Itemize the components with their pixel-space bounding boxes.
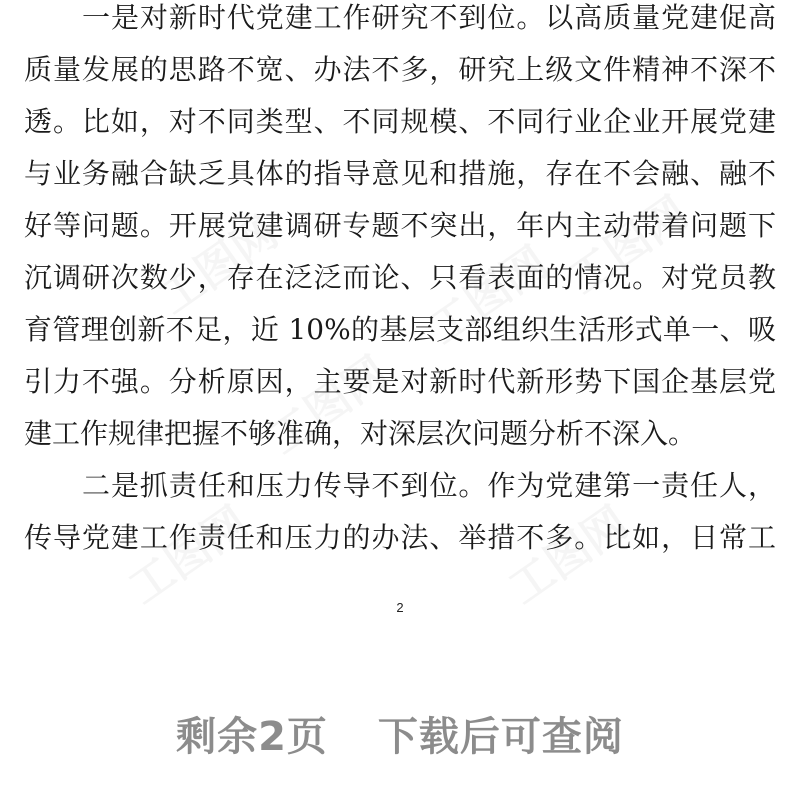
remaining-pages-text: 剩余2页 — [176, 714, 328, 760]
document-body — [24, 0, 776, 564]
paragraph-line: 传导党建工作责任和压力的办法、举措不多。比如，日常工 — [24, 521, 776, 554]
preview-limit-banner — [0, 705, 800, 762]
paragraph-line: 育管理创新不足，近 10%的基层支部组织生活形式单一、吸 — [24, 313, 776, 346]
watermark: 工图网 — [419, 236, 558, 355]
watermark: 工图网 — [559, 186, 698, 305]
paragraph-line: 质量发展的思路不宽、办法不多，研究上级文件精神不深不 — [24, 53, 776, 86]
paragraph-line: 建工作规律把握不够准确，对深层次问题分析不深入。 — [24, 417, 697, 450]
page-number: 2 — [396, 600, 404, 615]
paragraph-line: 二是抓责任和压力传导不到位。作为党建第一责任人， — [82, 469, 776, 502]
paragraph-line: 透。比如，对不同类型、不同规模、不同行业企业开展党建 — [24, 105, 776, 138]
download-hint-text: 下载后可查阅 — [377, 714, 624, 760]
paragraph-line: 沉调研次数少，存在泛泛而论、只看表面的情况。对党员教 — [24, 261, 776, 294]
paragraph-line: 一是对新时代党建工作研究不到位。以高质量党建促高 — [82, 1, 776, 34]
paragraph-line: 引力不强。分析原因，主要是对新时代新形势下国企基层党 — [24, 365, 776, 398]
paragraph-line: 好等问题。开展党建调研专题不突出，年内主动带着问题下 — [24, 209, 776, 242]
watermark: 工图网 — [149, 206, 288, 325]
paragraph-line: 与业务融合缺乏具体的指导意见和措施，存在不会融、融不 — [24, 157, 776, 190]
watermark: 工图网 — [259, 346, 398, 465]
watermark: 工图网 — [119, 496, 258, 615]
watermark: 工图网 — [499, 496, 638, 615]
